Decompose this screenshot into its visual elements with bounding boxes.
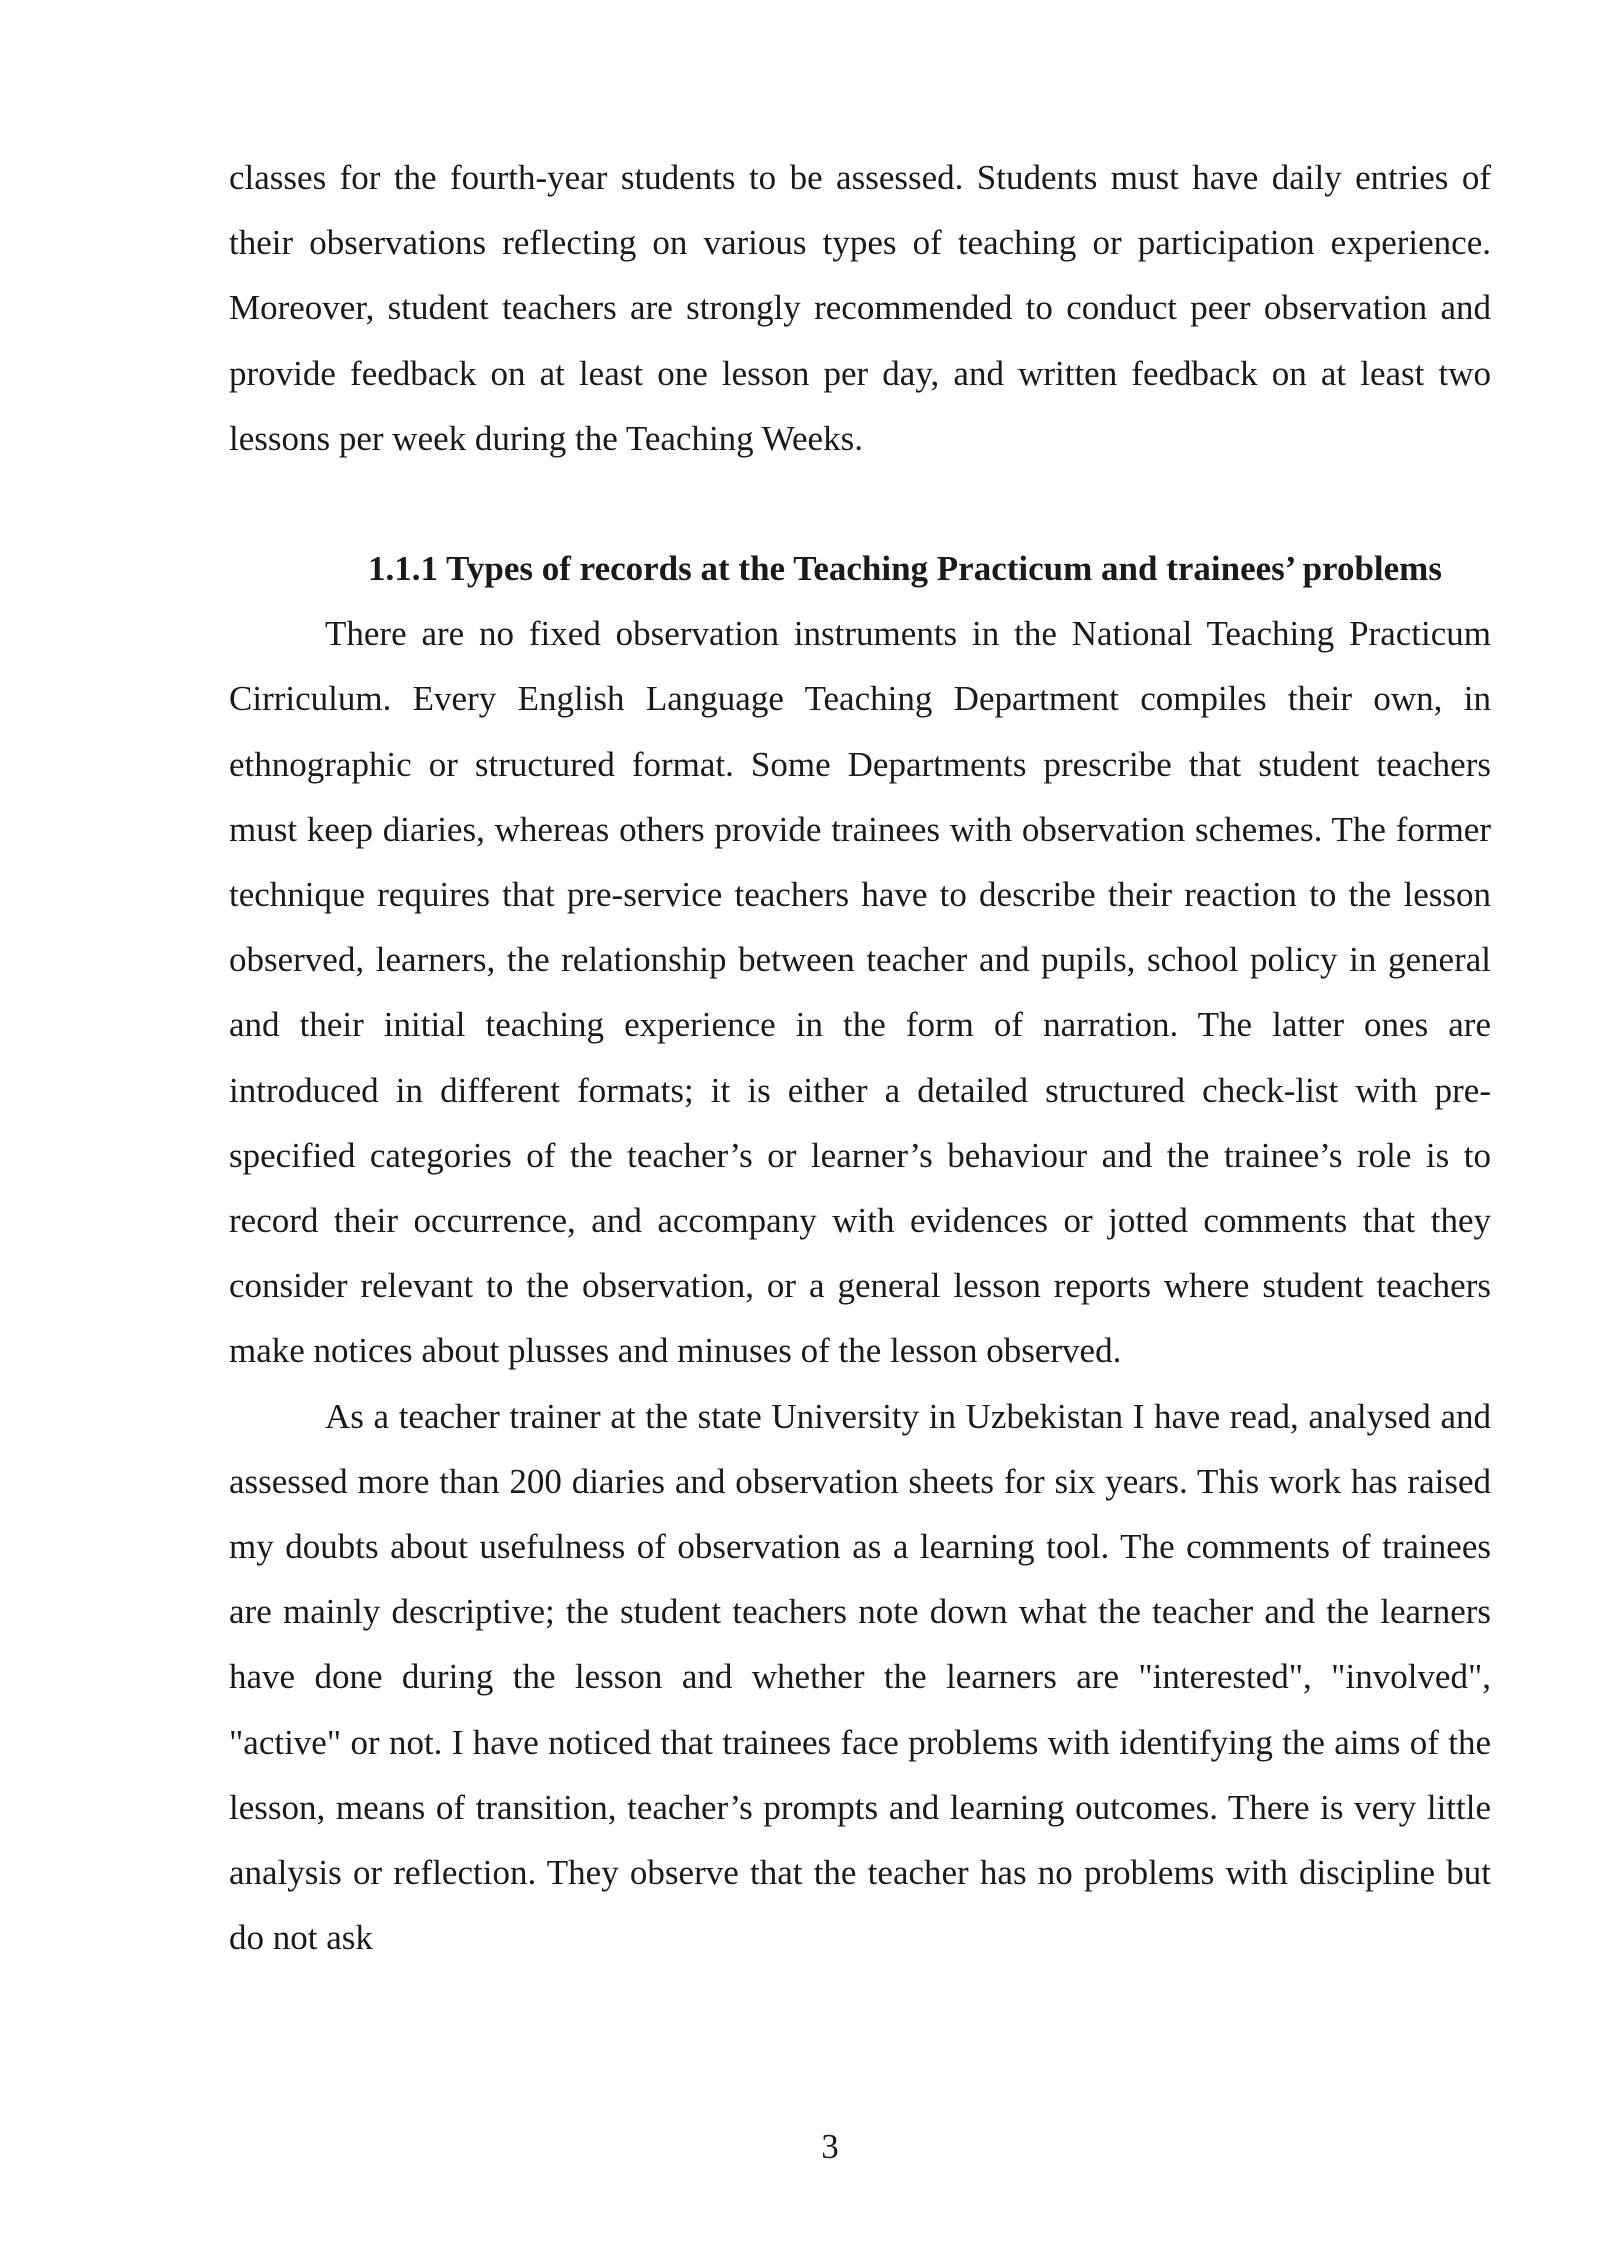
body-paragraph: As a teacher trainer at the state University in Uzbekistan I have read, analysed and assessed more than 200 diaries and observation sheets for six years. This work has raised my doubts about usefulness of observation as a learning tool. The comments of trainees are mainly descriptive; the student teachers note down what the teacher and the learners have done during the lesson and whether the learners are "interested", "involved", "active" or not. I have noticed that trainees face problems with identifying the aims of the lesson, means of transition, teacher’s prompts and learning outcomes. There is very little analysis or reflection. They observe that the teacher has no problems with discipline but do not ask (229, 1396, 1491, 1958)
document-page (229, 145, 1491, 1970)
page-number: 3 (821, 2127, 839, 2166)
body-paragraph: classes for the fourth-year students to be assessed. Students must have daily entries of their observations reflecting on various types of teaching or participation experience. Moreover, student teachers are strongly recommended to conduct peer observation and provide feedback on at least one lesson per day, and written feedback on at least two lessons per week during the Teaching Weeks. (229, 158, 1491, 458)
section-heading: 1.1.1 Types of records at the Teaching Practicum and trainees’ problems (368, 549, 1442, 589)
body-paragraph: There are no fixed observation instruments in the National Teaching Practicum Cirriculum. Every English Language Teaching Department compiles their own, in ethnographic or structured format. Some Departments prescribe that student teachers must keep diaries, whereas others provide trainees with observation schemes. The former technique requires that pre-service teachers have to describe their reaction to the lesson observed, learners, the relationship between teacher and pupils, school policy in general and their initial teaching experience in the form of narration. The latter ones are introduced in different formats; it is either a detailed structured check-list with pre-specified categories of the teacher’s or learner’s behaviour and the trainee’s role is to record their occurrence, and accompany with evidences or jotted comments that they consider relevant to the observation, or a general lesson reports where student teachers make notices about plusses and minuses of the lesson observed. (229, 614, 1491, 1371)
